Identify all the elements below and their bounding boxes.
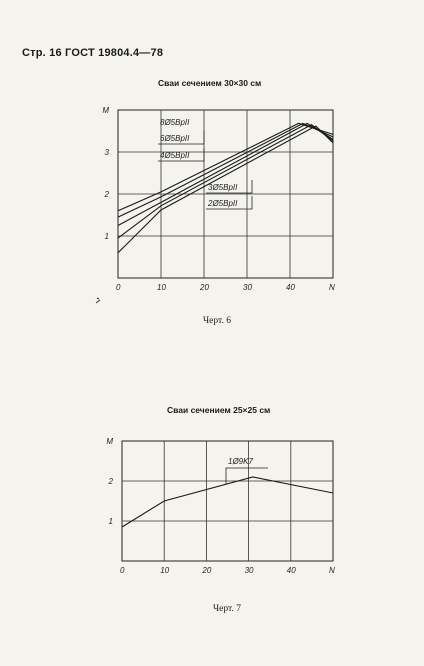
- chart-2-title: Сваи сечением 25×25 см: [167, 405, 271, 415]
- chart-1-series-label: 3Ø5BpII: [208, 183, 238, 192]
- chart-1-caption: Черт. 6: [203, 316, 231, 326]
- chart-1-series-label: 6Ø5BpII: [160, 134, 190, 143]
- chart-1-xtick: 30: [243, 283, 252, 292]
- chart-2-ytick: M: [106, 437, 113, 446]
- chart-2-xtick: 30: [244, 566, 254, 575]
- chart-2-xtick: 0: [120, 566, 125, 575]
- chart-2-caption: Черт. 7: [213, 604, 241, 614]
- chart-2-xtick: N: [329, 566, 335, 575]
- chart-2-label-leader: [226, 468, 268, 484]
- chart-2-xtick: 10: [160, 566, 170, 575]
- chart-2-xtick: 40: [286, 566, 296, 575]
- page-header: Стр. 16 ГОСТ 19804.4—78: [22, 47, 164, 59]
- chart-1-series-label: 4Ø5BpII: [160, 151, 190, 160]
- scan-mark: [96, 298, 100, 303]
- chart-1-xtick: 10: [157, 283, 166, 292]
- chart-1-series-label: 8Ø5BpII: [160, 118, 190, 127]
- chart-2-ytick: 1: [108, 517, 113, 526]
- chart-1-ytick: 3: [104, 148, 109, 157]
- chart-1-xtick: 20: [200, 283, 209, 292]
- chart-1-series-label: 2Ø5BpII: [208, 199, 238, 208]
- chart-2-series-line: [122, 477, 333, 527]
- chart-1-xtick: 40: [286, 283, 295, 292]
- chart-1-ytick: 2: [104, 190, 109, 199]
- chart-2-ytick: 2: [108, 477, 113, 486]
- chart-2-series-label: 1Ø9K7: [228, 457, 253, 466]
- chart-2-xtick: 20: [202, 566, 212, 575]
- chart-1-ytick: 1: [104, 232, 109, 241]
- chart-1-ytick: M: [102, 106, 109, 115]
- chart-1-xtick: 0: [116, 283, 121, 292]
- chart-1-title: Сваи сечением 30×30 см: [158, 78, 262, 88]
- chart-1-xtick: N: [329, 283, 335, 292]
